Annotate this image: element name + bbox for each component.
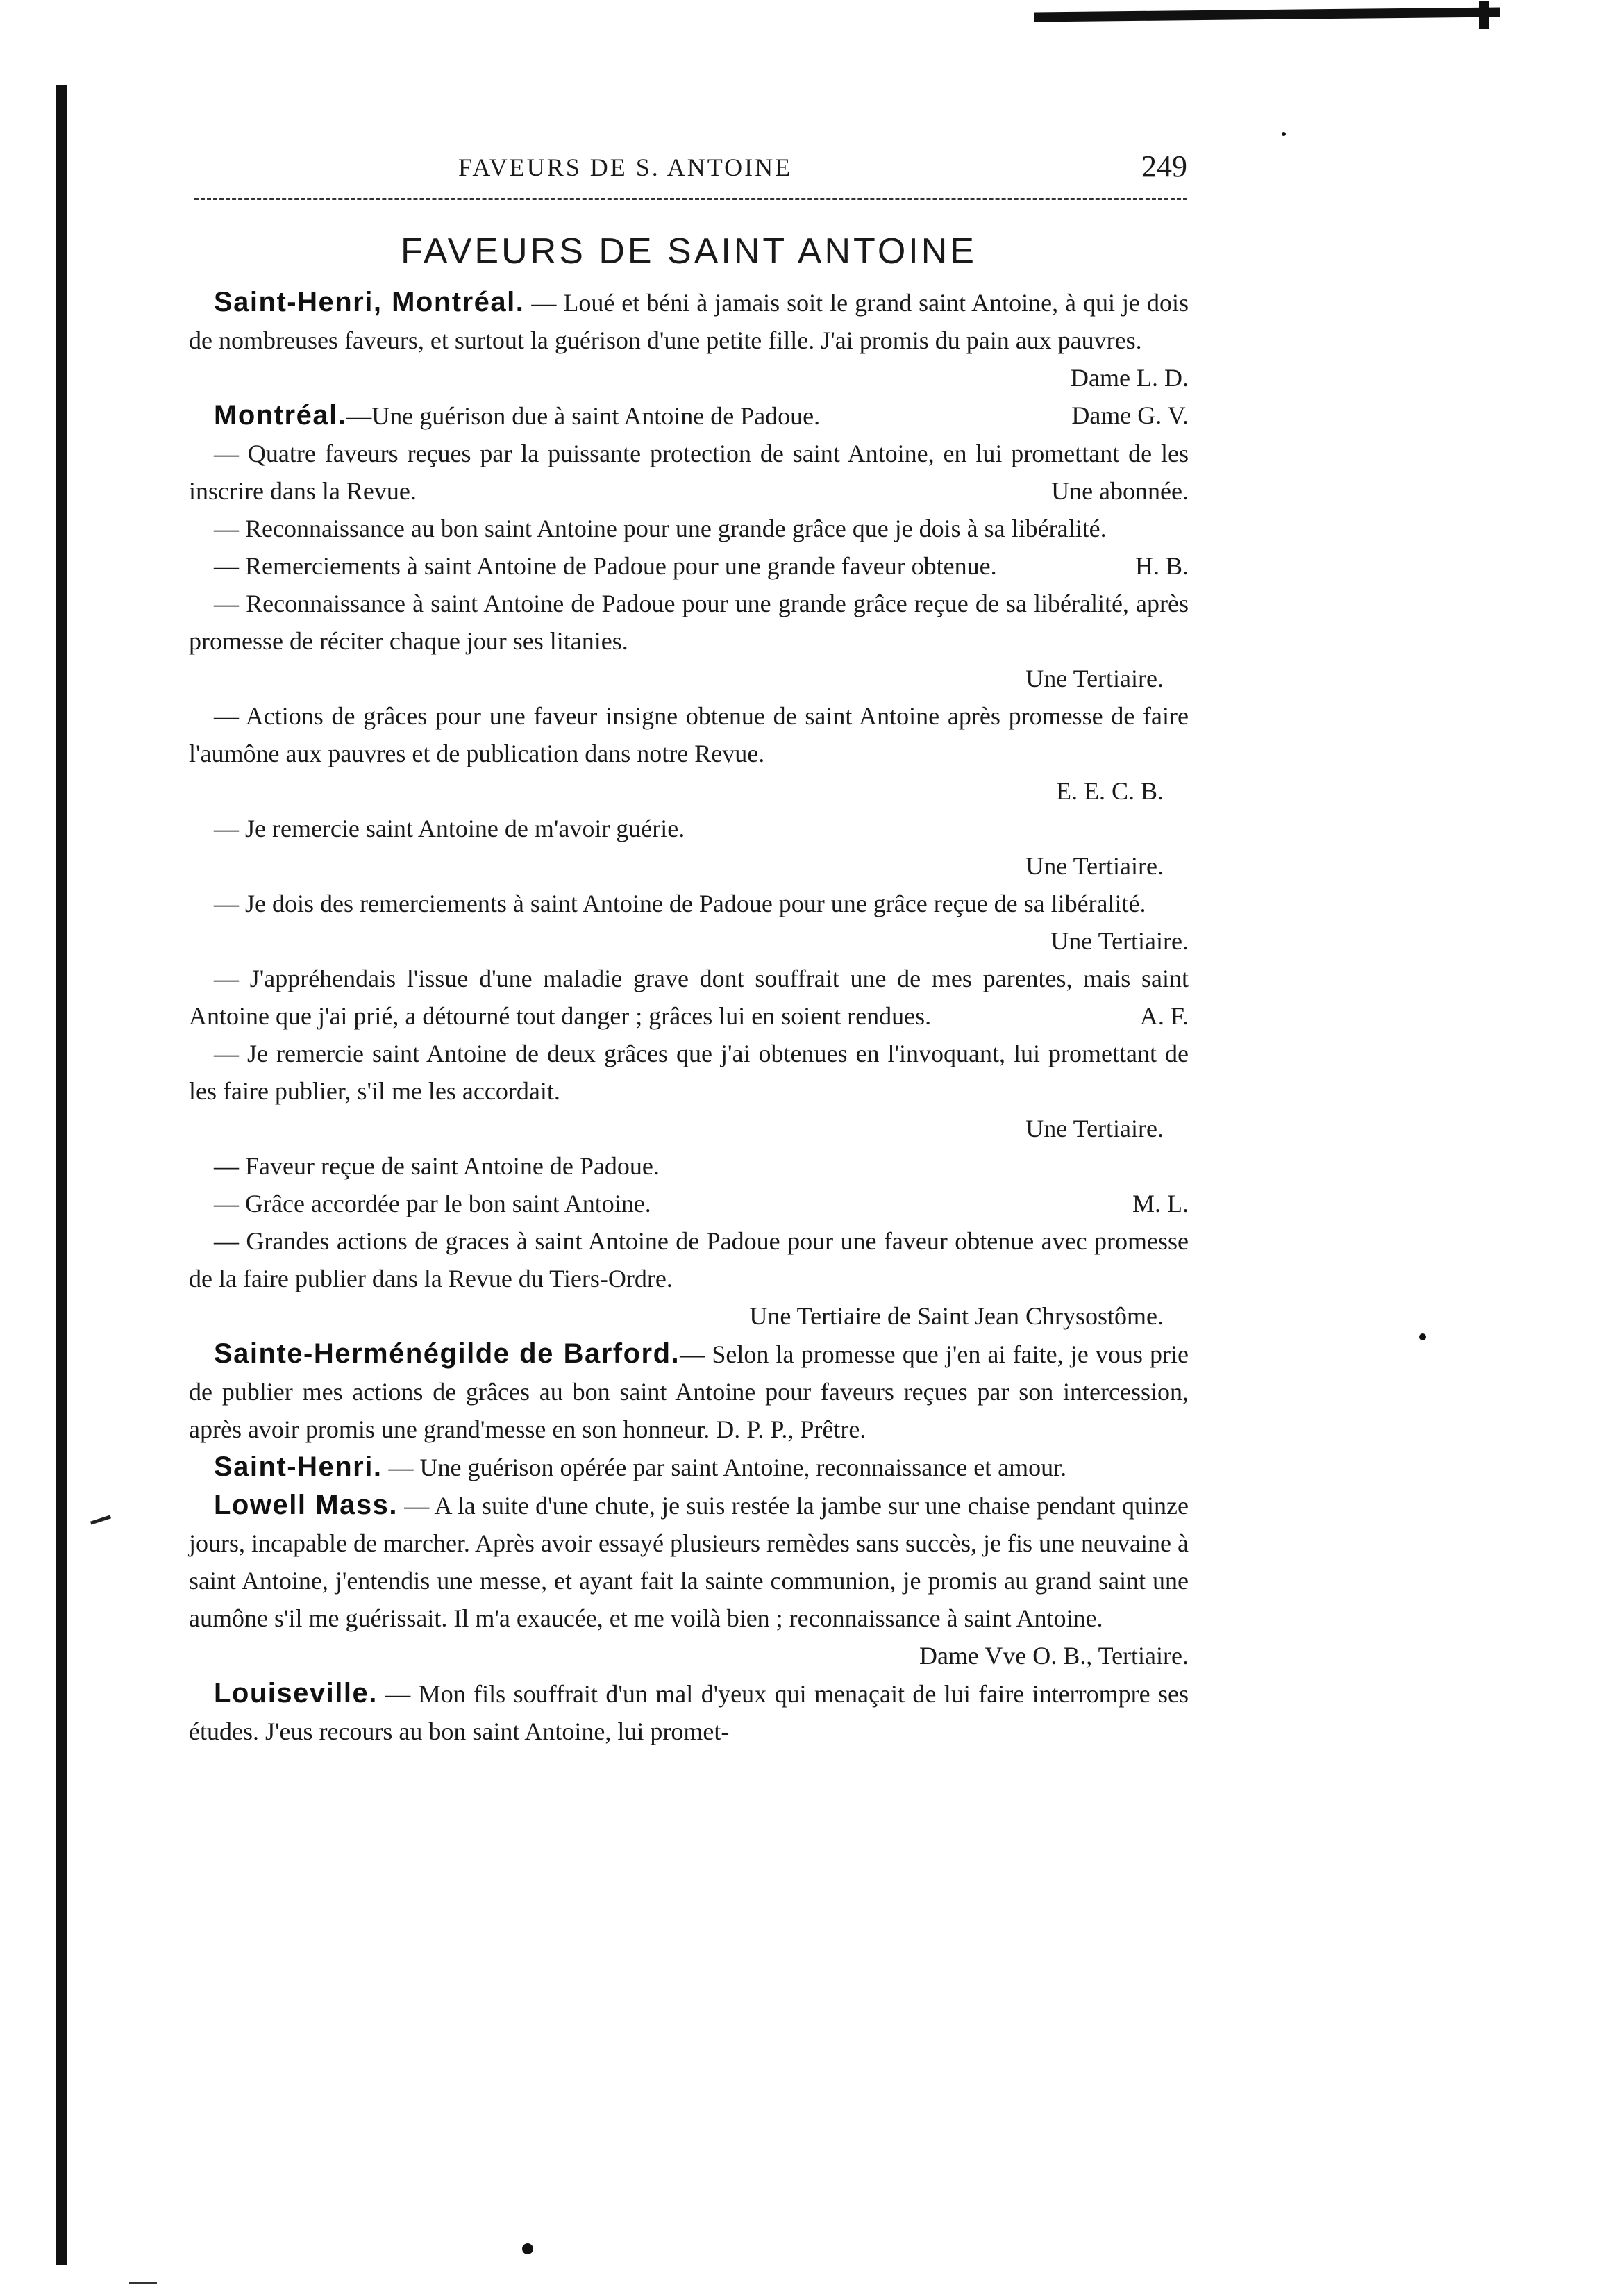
entry: [189, 1035, 1189, 1110]
entry-signature: Une Tertiaire.: [1025, 852, 1164, 880]
entry-signature: H. B.: [1134, 552, 1189, 580]
entry: [189, 1486, 1189, 1670]
entry-text: — Loué et béni à jamais soit le grand saint Antoine, à qui je dois de nombreuses faveurs, et surtout la guérison d'une petite fille. J'ai promis du pain aux pauvres.: [189, 289, 1189, 354]
entry: [189, 1674, 1189, 1750]
header-rule: [194, 198, 1187, 200]
margin-mark: [90, 1515, 111, 1524]
entry-text: — Une guérison opérée par saint Antoine, reconnaissance et amour.: [382, 1454, 1067, 1481]
entry: [189, 1335, 1189, 1448]
entry-text: —Une guérison due à saint Antoine de Padoue.: [346, 402, 821, 430]
speck: [1282, 132, 1286, 136]
entry-location: Montréal.: [214, 400, 347, 431]
entry-text: — Reconnaissance au bon saint Antoine pour une grande grâce que je dois à sa libéralité.: [214, 515, 1107, 542]
entry-signature: Une Tertiaire de Saint Jean Chrysostôme.: [749, 1302, 1164, 1330]
entry: [189, 1222, 1189, 1297]
article: [189, 222, 1189, 1750]
speck: [1419, 1333, 1426, 1340]
entry-text: — J'appréhendais l'issue d'une maladie grave dont souffrait une de mes parentes, mais saint Antoine que j'ai prié, a détourné tout danger ; grâces lui en soient rendues.: [189, 965, 1189, 1030]
entry-text: — Je remercie saint Antoine de m'avoir guérie.: [214, 815, 685, 842]
entry: [189, 283, 1189, 392]
entry-location: Saint-Henri, Montréal.: [214, 287, 525, 317]
entry: [189, 885, 1189, 955]
entry: [189, 397, 1189, 435]
entry-text: — Grâce accordée par le bon saint Antoine.: [214, 1190, 651, 1217]
entry: [189, 810, 1189, 847]
entry-text: — Faveur reçue de saint Antoine de Padoue.: [214, 1152, 660, 1180]
entry-text: — Je remercie saint Antoine de deux grâces que j'ai obtenues en l'invoquant, lui promettant de les faire publier, s'il me les accordait.: [189, 1040, 1189, 1105]
top-edge-mark: [1479, 1, 1489, 29]
entry-text: — Grandes actions de graces à saint Antoine de Padoue pour une faveur obtenue avec promesse de la faire publier dans la Revue du Tiers-Ordre.: [189, 1227, 1189, 1292]
entry-signature: Dame G. V.: [1071, 401, 1189, 429]
entry-location: Louiseville.: [214, 1678, 378, 1708]
entry-text: — Selon la promesse que j'en ai faite, je vous prie de publier mes actions de grâces au bon saint Antoine pour faveurs reçues par son intercession, après avoir promis une grand'messe en son honneur. D. P. P., Prêtre.: [189, 1340, 1189, 1443]
speck: [522, 2243, 533, 2254]
entry: [189, 1185, 1189, 1222]
entry: [189, 585, 1189, 660]
page-number: 249: [1141, 149, 1187, 183]
entry: [189, 1448, 1189, 1486]
binding-foot-mark: [129, 2282, 157, 2284]
entry-text: — Reconnaissance à saint Antoine de Padoue pour une grande grâce reçue de sa libéralité, après promesse de réciter chaque jour ses litanies.: [189, 590, 1189, 655]
running-head: FAVEURS DE S. ANTOINE: [458, 153, 793, 181]
entry: [189, 510, 1189, 547]
entry-signature: Une Tertiaire.: [1025, 665, 1164, 692]
entry-location: Saint-Henri.: [214, 1451, 383, 1482]
entry-text: — Quatre faveurs reçues par la puissante protection de saint Antoine, en lui promettant de les inscrire dans la Revue.: [189, 440, 1189, 505]
entry: [189, 1147, 1189, 1185]
entry-text: — A la suite d'une chute, je suis restée la jambe sur une chaise pendant quinze jours, incapable de marcher. Après avoir essayé plusieurs remèdes sans succès, je fis une neuvaine à saint Antoine, j'entendis une messe, et ayant fait la sainte communion, je promis au grand saint une aumône s'il me guérissait. Il m'a exaucée, et me voilà bien ; reconnaissance à saint Antoine.: [189, 1492, 1189, 1632]
entry-text: — Mon fils souffrait d'un mal d'yeux qui menaçait de lui faire interrompre ses études. J'eus recours au bon saint Antoine, lui promet-: [189, 1680, 1189, 1745]
entry-signature: Une Tertiaire.: [1050, 927, 1189, 955]
entry-signature: A. F.: [1139, 1002, 1189, 1030]
entry-signature: Une Tertiaire.: [1025, 1115, 1164, 1142]
top-edge-rule: [1034, 7, 1500, 22]
entry-signature: Dame L. D.: [1071, 364, 1189, 392]
entry-text: — Remerciements à saint Antoine de Padoue pour une grande faveur obtenue.: [214, 552, 997, 580]
entries-list: [189, 283, 1189, 1750]
binding-shadow-bar: [56, 85, 67, 2265]
entry-signature: Une abonnée.: [1051, 477, 1189, 505]
entry-signature: E. E. C. B.: [1055, 777, 1164, 805]
entry-text: — Actions de grâces pour une faveur insigne obtenue de saint Antoine après promesse de faire l'aumône aux pauvres et de publication dans notre Revue.: [189, 702, 1189, 767]
entry: [189, 435, 1189, 510]
entry-text: — Je dois des remerciements à saint Antoine de Padoue pour une grâce reçue de sa libéralité.: [214, 890, 1146, 917]
entry-location: Sainte-Herménégilde de Barford.: [214, 1338, 680, 1369]
article-title: FAVEURS DE SAINT ANTOINE: [401, 231, 977, 272]
entry-signature: M. L.: [1132, 1190, 1189, 1217]
entry: [189, 697, 1189, 772]
page-header: [187, 143, 1187, 185]
entry-signature: Dame Vve O. B., Tertiaire.: [919, 1642, 1189, 1670]
entry-location: Lowell Mass.: [214, 1490, 398, 1520]
entry: [189, 547, 1189, 585]
entry: [189, 960, 1189, 1035]
